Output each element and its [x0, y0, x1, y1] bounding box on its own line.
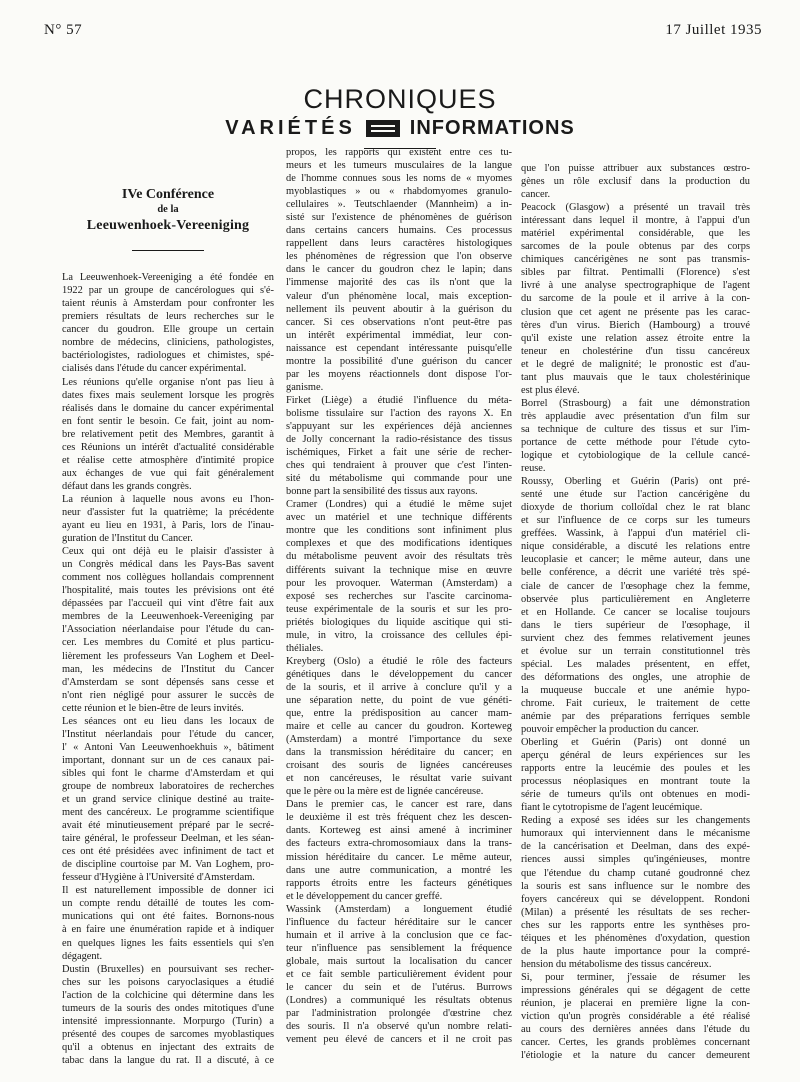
column-2-text — [286, 146, 512, 1046]
text-line: Peacock (Glasgow) a présenté un travail très — [521, 202, 750, 214]
text-line: riences aussi simples qu'ingénieuses, montre — [521, 854, 750, 866]
column-1-text — [62, 271, 274, 1067]
text-line: ches qui tendraient à prouver que c'est l'inten- — [286, 460, 512, 472]
text-line: dates fixes mais seulement lorsque les progrès — [62, 389, 274, 401]
text-line: Dans le premier cas, le cancer est rare, dans — [286, 799, 512, 811]
text-line: et le degré de malignité; le pronostic est d'au- — [521, 358, 750, 370]
text-line: de la plus haute importance pour la compré- — [521, 945, 750, 957]
text-line: tères d'un virus. Bierich (Hambourg) a trouvé — [521, 319, 750, 331]
text-line: de l'homme connues sous les noms de « myomes — [286, 173, 512, 185]
text-line: Roussy, Oberling et Guérin (Paris) ont pré- — [521, 476, 750, 488]
text-line: sibles par filtrat. Pentimalli (Florence) s'est — [521, 267, 750, 279]
text-line: bolisme tissulaire sur l'action des rayons X. En — [286, 407, 512, 419]
text-line: (Milan) a présenté les résultats de ses recher- — [521, 906, 750, 918]
text-line: naissance est cependant intéressante puisqu'elle — [286, 342, 512, 354]
text-line: dans le tiers supérieur de l'œsophage, il — [521, 619, 750, 631]
text-line: l' « Antoni Van Leeuwenhoekhuis », bâtiment — [62, 741, 274, 753]
text-line: différents suivant la technique mise en œuvre — [286, 564, 512, 576]
text-line: dans le cancer du goudron chez le lapin; dans — [286, 264, 512, 276]
text-line: l'hospitalité, mais toutes les prévisions ont été — [62, 585, 274, 597]
text-line: un intérêt expérimental immédiat, leur con- — [286, 329, 512, 341]
issue-date: 17 Juillet 1935 — [665, 22, 762, 38]
text-line: un compte rendu détaillé de toutes les com- — [62, 898, 274, 910]
text-line: Firket (Liège) a étudié l'influence du méta- — [286, 394, 512, 406]
text-line: bre relativement petit des Membres, garantit à — [62, 428, 274, 440]
text-line: cancer du goudron. Elle groupe un certain — [62, 324, 274, 336]
text-line: tumeurs de la souris des ondes mitotiques d'une — [62, 1002, 274, 1014]
text-line: cellulaires ». Teutschlaender (Mannheim) a in- — [286, 199, 512, 211]
text-line: Kreyberg (Oslo) a étudié le rôle des facteurs — [286, 655, 512, 667]
text-line: ces ont été présidées avec infiniment de tact et — [62, 846, 274, 858]
text-line: par l'administration prolongée d'œstrine chez — [286, 1008, 512, 1020]
text-line: lièrement les professeurs Van Loghem et Deel- — [62, 650, 274, 662]
text-line: très applaudie avec présentation d'un film sur — [521, 410, 750, 422]
text-line: impressions générales qui se dégagent de cette — [521, 984, 750, 996]
text-line: exposé ses recherches sur l'ascite carcinoma- — [286, 590, 512, 602]
text-line: et le développement du cancer greffé. — [286, 890, 443, 902]
text-line: pouvoir empêcher la production du cancer. — [521, 724, 699, 736]
text-line: cette réunion et le bien-être de leurs invités. — [62, 702, 244, 714]
text-line: n'ont rien négligé pour assurer le succès de — [62, 689, 274, 701]
text-line: l'Institut néerlandais pour l'étude du cancer, — [62, 728, 274, 740]
column-2 — [286, 146, 512, 1046]
text-line: l'Association néerlandaise pour l'étude du can- — [62, 624, 274, 636]
text-line: aperçu général de leurs expériences sur les — [521, 750, 750, 762]
text-line: sa technique de culture des tissus et sur l'im- — [521, 423, 750, 435]
article-heading — [62, 188, 274, 251]
heading-line-2: de la — [157, 204, 179, 216]
text-line: fiant le cytotropisme de l'agent leucémique. — [521, 802, 703, 814]
text-line: nique considérable, a discuté les relations entre — [521, 541, 750, 553]
text-line: chrome. Fait curieux, le traitement de cette — [521, 697, 750, 709]
text-line: ment des cancéreux. Le programme scientifique — [62, 807, 274, 819]
heading-line-1: IVe Conférence — [121, 187, 215, 202]
text-line: dans certains cancers humains. Ces processus — [286, 225, 512, 237]
subtitle-right: INFORMATIONS — [409, 117, 575, 139]
text-line: Borrel (Strasbourg) a fait une démonstration — [521, 397, 750, 409]
text-line: du métabolisme peuvent avoir des résultats très — [286, 551, 512, 563]
text-line: myoblastiques » ou « rhabdomyomes granulo- — [286, 186, 512, 198]
text-line: munications qui ont été faites. Bornons-nous — [62, 911, 274, 923]
text-line: dioxyde de thorium colloïdal chez le rat blanc — [521, 502, 750, 514]
text-line: chimiques cancérigènes ne sont pas transmis- — [521, 254, 750, 266]
column-1 — [62, 170, 274, 1067]
text-line: que le père ou la mère est de lignée cancéreuse. — [286, 786, 484, 798]
text-line: gènes un rôle exclusif dans la production du — [521, 176, 750, 188]
text-line: nombre de médecins, cliniciens, pathologistes, — [62, 337, 274, 349]
text-line: du sarcome de la poule et il arrive à la con- — [521, 293, 750, 305]
text-line: de Jolly concernant la radio-résistance des tissus — [286, 434, 512, 446]
text-line: au cours des dernières années dans l'étude du — [521, 1024, 750, 1036]
text-line: de discipline courtoise par M. Van Loghem, pro- — [62, 859, 274, 871]
text-line: ces Réunions un intérêt d'actualité considérable — [62, 441, 274, 453]
heading-line-3: Leeuwenhoek-Vereeniging — [86, 218, 250, 234]
text-line: que l'étendue du champ cutané goudronné chez — [521, 867, 750, 879]
text-line: propos, les rapports qui existent entre ces tu- — [286, 147, 512, 158]
text-line: de la souris, et il arrive à conclure qu'il y a — [286, 681, 512, 693]
text-line: tant plus mauvais que le taux cholestérinique — [521, 371, 750, 383]
text-line: greffées. Wassink, à l'appui d'un matériel cli- — [521, 528, 750, 540]
text-line: génétiques dans le développement du cancer — [286, 668, 512, 680]
text-line: série de tumeurs qu'ils ont obtenues en modi- — [521, 789, 750, 801]
text-line: valeur d'un phénomène local, mais exception- — [286, 290, 512, 302]
text-line: défaut dans les grands congrès. — [62, 480, 192, 492]
text-line: sisté sur l'existence de phénomènes de guérison — [286, 212, 512, 224]
text-line: et évolue sur un terrain constitutionnel très — [521, 645, 750, 657]
text-line: dants. Korteweg est ainsi amené à incriminer — [286, 825, 512, 837]
text-line: important, donnant sur un de ces canaux pai- — [62, 754, 274, 766]
text-line: tabac dans la langue du rat. Il a discuté, à ce — [62, 1054, 274, 1066]
text-line: La Leeuwenhoek-Vereeniging a été fondée en — [62, 272, 274, 284]
text-line: ches sur les poisons caryoclasiques a étudié — [62, 976, 274, 988]
text-line: nellement ils peuvent aboutir à la guérison du — [286, 303, 512, 315]
text-line: teuse expérimentale de la souris et sur les pro- — [286, 603, 512, 615]
column-3 — [521, 162, 750, 1062]
text-line: intéressant dans lequel il montre, à l'appui d'un — [521, 215, 750, 227]
text-line: spécial. Les malades présentent, en effet, — [521, 658, 750, 670]
text-line: ayant eu lieu en 1931, à Paris, lors de l'inau- — [62, 520, 274, 532]
text-line: Ceux qui ont déjà eu le plaisir d'assister à — [62, 546, 274, 558]
text-line: présenté des coupes de sarcomes myoblastiques — [62, 1028, 274, 1040]
text-line: Il est naturellement impossible de donner ici — [62, 885, 274, 897]
text-line: rappellent dans leurs caractères histologiques — [286, 238, 512, 250]
text-line: rapports étroits entre les facteurs génétiques — [286, 877, 512, 889]
text-line: l'action de la colchicine qui détermine dans les — [62, 989, 274, 1001]
text-line: dans la transmission héréditaire du cancer; en — [286, 747, 512, 759]
text-line: teneur en cholestérine d'un tissu cancéreux — [521, 345, 750, 357]
text-line: humoraux qui interviennent dans le mécanisme — [521, 828, 750, 840]
text-line: cialisés dans l'étude du cancer expérimental. — [62, 363, 247, 375]
text-line: sibles qui font le charme d'Amsterdam et qui — [62, 767, 274, 779]
text-line: mule, in vitro, la croissance des cellules épi- — [286, 629, 512, 641]
text-line: anémie par des préparations ferriques semble — [521, 710, 750, 722]
text-line: viction qu'un progrès considérable a été réalisé — [521, 1011, 750, 1023]
issue-number: N° 57 — [44, 22, 83, 38]
text-line: est plus élevé. — [521, 384, 580, 396]
text-line: en font sentir le besoin. Ce fait, joint au nom- — [62, 415, 274, 427]
text-line: réalisés dans le domaine du cancer expérimental — [62, 402, 274, 414]
text-line: 1922 par un groupe de cancérologues qui s'é- — [62, 285, 274, 297]
text-line: humain et il arrive à la conclusion que ce fac- — [286, 929, 512, 941]
text-line: un Congrès médical dans les Pays-Bas savent — [62, 559, 274, 571]
text-line: les phénomènes de régression que l'on observe — [286, 251, 512, 263]
text-line: théliales. — [286, 642, 324, 654]
text-line: ischémiques, Firket a fait une série de recher- — [286, 447, 512, 459]
text-line: montre que les conditions sont infiniment plus — [286, 525, 512, 537]
text-line: Reding a exposé ses idées sur les changements — [521, 815, 750, 827]
text-line: vement peu élevé de cancers et il ne croit pas — [286, 1034, 512, 1046]
text-line: s'appuyant sur les expériences déjà anciennes — [286, 420, 512, 432]
text-line: ciale de cancer de l'œsophage chez la femme, — [521, 580, 750, 592]
text-line: portance de cette méthode pour l'étude cyto- — [521, 436, 750, 448]
text-line: complexes et que des modifications identiques — [286, 538, 512, 550]
text-line: la muqueuse buccale et une anémie hypo- — [521, 684, 750, 696]
text-line: bactériologistes, radiologues et chimistes, spé- — [62, 350, 274, 362]
text-line: sité du métabolisme qui commande pour une — [286, 473, 512, 485]
text-line: Les réunions qu'elle organise n'ont pas lieu à — [62, 376, 274, 388]
text-line: des facteurs extra-chromosomiaux dans la trans- — [286, 838, 512, 850]
column-3-text — [521, 162, 750, 1062]
text-line: livré à une analyse spectrographique de l'agent — [521, 280, 750, 292]
text-line: meurs et les tumeurs musculaires de la langue — [286, 160, 512, 172]
text-line: La réunion à laquelle nous avons eu l'hon- — [62, 493, 274, 505]
text-line: intensité impressionnante. Morpurgo (Turin) a — [62, 1015, 274, 1027]
text-line: teur n'influence pas sensiblement la fréquence — [286, 942, 512, 954]
text-line: des souris. Il n'a observé qu'un nombre relati- — [286, 1021, 512, 1033]
text-line: de la cancérisation et Deelman, dans des expé- — [521, 841, 750, 853]
text-line: des déformations des ongles, une atrophie de — [521, 671, 750, 683]
text-line: clusion que cet agent ne présente pas les carac- — [521, 306, 750, 318]
text-line: avec un matériel et une technique différents — [286, 512, 512, 524]
text-line: et un grand service clinique destiné au traite- — [62, 794, 274, 806]
text-line: man, les médecins de l'Institut du Cancer — [62, 663, 274, 675]
text-line: taire général, le professeur Deelman, et les séan- — [62, 833, 274, 845]
page-title: CHRONIQUES — [303, 84, 497, 114]
text-line: qu'il a obtenus en injectant des extraits de — [62, 1041, 274, 1053]
text-line: guration de l'Institut du Cancer. — [62, 533, 193, 545]
text-line: Si, pour terminer, j'essaie de résumer les — [521, 971, 750, 983]
text-line: montre la possibilité d'une guérison du cancer — [286, 355, 512, 367]
text-line: dans une autre communication, a montré les — [286, 864, 512, 876]
text-line: l'étiologie et la nature du cancer demeurent — [521, 1050, 750, 1062]
text-line: ches sur les rapports entre les synthèses pro- — [521, 919, 750, 931]
text-line: téiques et les phénomènes d'oxydation, question — [521, 932, 750, 944]
text-line: aux échanges de vue qui fait généralement — [62, 467, 274, 479]
text-line: belle conférence, a décrit une variété très spé- — [521, 567, 750, 579]
text-line: pour les provoquer. Waterman (Amsterdam) a — [286, 577, 512, 589]
text-line: maire et celle au cancer du goudron. Korteweg — [286, 721, 512, 733]
text-line: cancer. Si ces observations n'ont peut-être pas — [286, 316, 512, 328]
text-line: une séparation nette, du point de vue généti- — [286, 694, 512, 706]
text-line: (Amsterdam) a montré l'importance du sexe — [286, 734, 512, 746]
text-line: foyers cancéreux qui se développent. Rondoni — [521, 893, 750, 905]
text-line: que l'on puisse attribuer aux substances œstro- — [521, 163, 750, 174]
text-line: cancer. Certes, les grands problèmes concernant — [521, 1037, 750, 1049]
text-line: l'influence du facteur héréditaire sur le cancer — [286, 916, 512, 928]
text-line: leucoplasie et cancer; le même auteur, dans une — [521, 554, 750, 566]
text-line: globale, mais surtout la localisation du cancer — [286, 955, 512, 967]
text-line: hension du métabolisme des tissus cancéreux. — [521, 958, 712, 970]
text-line: membres de la Leeuwenhoek-Vereeniging par — [62, 611, 274, 623]
text-line: d'Amsterdam se sont dépensés sans cesse et — [62, 676, 274, 688]
text-line: cancer. — [521, 189, 551, 201]
text-line: Oberling et Guérin (Paris) ont donné un — [521, 737, 750, 749]
text-line: priétés biologiques du liquide ascitique qui sti- — [286, 616, 512, 628]
text-line: ganisme. — [286, 381, 324, 393]
text-line: cer. Les membres du Comité et plus particu- — [62, 637, 274, 649]
text-line: observée plus particulièrement en Angleterre — [521, 593, 750, 605]
text-line: taient réunis à Amsterdam pour confronter les — [62, 298, 274, 310]
text-line: groupe de nombreux laboratoires de recherches — [62, 780, 274, 792]
text-line: reuse. — [521, 463, 546, 475]
text-line: premiers résultats de leurs recherches sur le — [62, 311, 274, 323]
text-line: (Londres) a communiqué les résultats obtenus — [286, 995, 512, 1007]
text-line: réunion, je placerai en première ligne la con- — [521, 998, 750, 1009]
text-line: et non cancéreuses, le résultat varie suivant — [286, 773, 512, 785]
text-line: à en faire une énumération rapide et à indiquer — [62, 924, 274, 936]
text-line: neur d'assister fut la quatrième; la précédente — [62, 506, 274, 518]
text-line: bonne part la sensibilité des tissus aux rayons. — [286, 486, 478, 498]
text-line: avait été minutieusement préparé par le secré- — [62, 820, 274, 832]
text-line: par les moyens réactionnels dont dispose l'or- — [286, 368, 512, 380]
text-line: fesseur d'Hygiène à l'Université d'Amsterdam. — [62, 872, 255, 884]
text-line: Les séances ont eu lieu dans les locaux de — [62, 715, 274, 727]
text-line: le cancer du sein et de l'utérus. Burrows — [286, 982, 512, 993]
text-line: matériel expérimental considérable, que les — [521, 228, 750, 240]
text-line: Wassink (Amsterdam) a longuement étudié — [286, 903, 512, 915]
text-line: rapports entre la leucémie des poules et les — [521, 763, 750, 775]
text-line: le deuxième il est très fréquent chez les descen- — [286, 812, 512, 824]
text-line: logique et cytobiologique de la cellule cancé- — [521, 450, 750, 462]
text-line: croisant des souris de lignées cancéreuses — [286, 760, 512, 772]
text-line: et sur l'influence de ce corps sur les tumeurs — [521, 515, 750, 527]
text-line: que, entre la prédisposition au cancer mam- — [286, 708, 512, 720]
ornament-icon — [366, 120, 400, 137]
text-line: et ce fait semble particulièrement évident pour — [286, 968, 512, 980]
text-line: Dustin (Bruxelles) en poursuivant ses recher- — [62, 963, 274, 975]
text-line: l'immense majorité des cas ils n'ont que la — [286, 277, 512, 289]
text-line: sarcomes de la poule obtenus par des corps — [521, 241, 750, 253]
section-subtitle — [0, 117, 800, 140]
text-line: survient chez des femmes relativement jeunes — [521, 632, 750, 644]
text-line: senté une étude sur l'action cancérigène du — [521, 489, 750, 501]
text-line: qu'il existe une relation assez étroite entre la — [521, 332, 750, 344]
text-line: la souris est sans influence sur le nombre des — [521, 880, 750, 892]
text-line: en quelques lignes les faits essentiels qui s'en — [62, 937, 274, 949]
text-line: mission héréditaire du cancer. Le même auteur, — [286, 851, 512, 863]
text-line: dégagent. — [62, 950, 103, 962]
subtitle-left: VARIÉTÉS — [225, 117, 356, 139]
text-line: dépassées par l'accueil qui vint d'être fait aux — [62, 598, 274, 610]
text-line: et en Hollande. Ce cancer se localise toujours — [521, 606, 750, 618]
text-line: comment nos collègues hollandais comprennent — [62, 572, 274, 584]
heading-divider — [132, 250, 204, 251]
text-line: processus néoplasiques en montrant toute la — [521, 776, 750, 788]
text-line: Cramer (Londres) qui a étudié le même sujet — [286, 499, 512, 511]
text-line: et réalise cette atmosphère d'intimité propice — [62, 454, 274, 466]
